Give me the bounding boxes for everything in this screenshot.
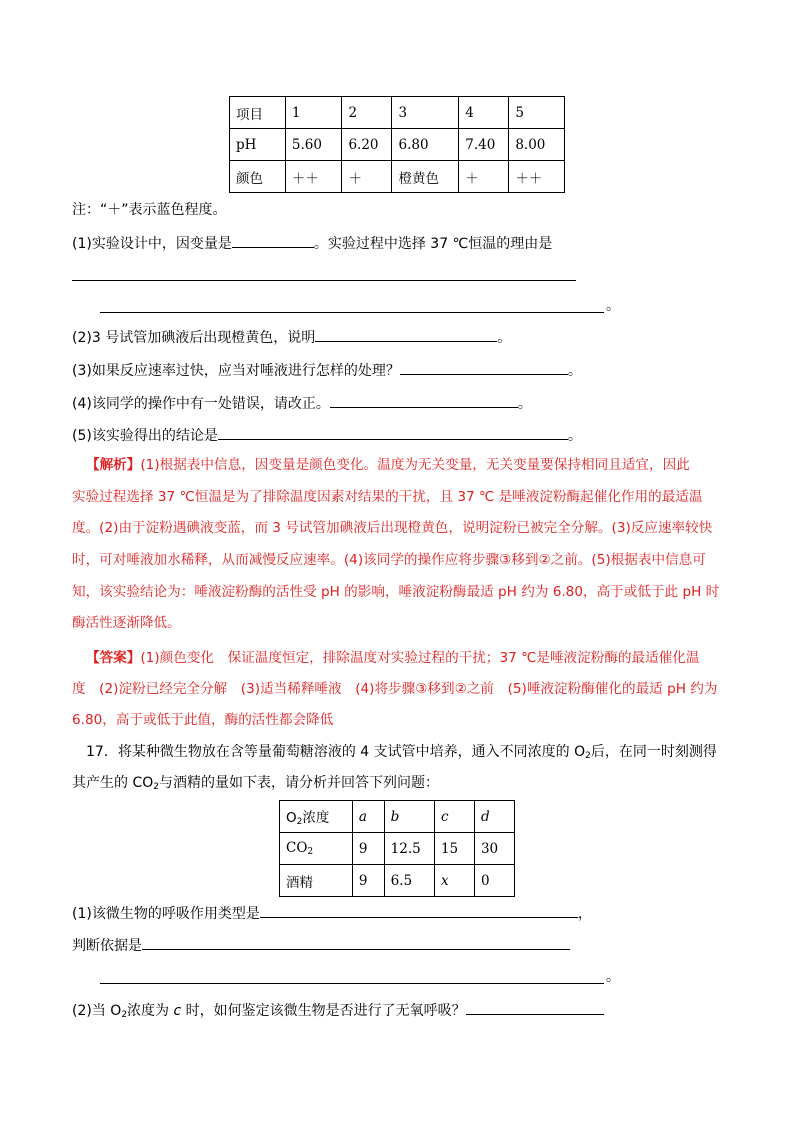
- answer-blank[interactable]: [466, 1000, 604, 1015]
- question-text: (4)该同学的操作中有一处错误，请改正。: [72, 396, 330, 412]
- question-17-1: [72, 903, 592, 924]
- answer-blank[interactable]: [218, 425, 568, 440]
- question-text: 时，如何鉴定该微生物是否进行了无氧呼吸？: [181, 1003, 466, 1019]
- question-text: 浓度为: [127, 1003, 174, 1019]
- question-text: 后，在同一时刻测得: [590, 744, 717, 760]
- period: 。: [567, 428, 582, 444]
- table-cell: 6.20: [342, 129, 392, 161]
- table-note: 注：“＋”表示蓝色程度。: [72, 202, 227, 218]
- analysis-text: (1)根据表中信息，因变量是颜色变化。温度为无关变量，无关变量要保持相同且适宜，因此: [140, 457, 690, 473]
- table-cell: d: [474, 801, 514, 833]
- answer-blank[interactable]: [315, 327, 497, 342]
- table-cell: 2: [342, 97, 392, 129]
- answer-blank[interactable]: [260, 903, 578, 918]
- table-cell: ＋: [342, 161, 392, 193]
- ph-color-table: [229, 96, 565, 193]
- analysis-line: [86, 455, 690, 475]
- answer-blank[interactable]: [232, 233, 314, 248]
- period: 。: [606, 969, 620, 985]
- table-row: [280, 865, 515, 897]
- o2-co2-alcohol-table: [279, 800, 515, 897]
- subscript: 2: [121, 1010, 128, 1020]
- period: 。: [567, 363, 582, 379]
- question-text: 17．将某种微生物放在含等量葡萄糖溶液的 4 支试管中培养，通入不同浓度的 O: [86, 744, 586, 760]
- table-row: [230, 129, 565, 161]
- question-16-1: [72, 233, 552, 254]
- answer-text: (1)颜色变化 保证温度恒定，排除温度对实验过程的干扰；37 ℃是唾液淀粉酶的最适催化温: [140, 650, 700, 666]
- question-text: (3)如果反应速率过快，应当对唾液进行怎样的处理？: [72, 363, 400, 379]
- subscript: 2: [585, 751, 591, 761]
- period: 。: [517, 396, 532, 412]
- answer-tag: 【答案】: [86, 650, 141, 666]
- table-cell: 0: [474, 865, 514, 897]
- answer-blank[interactable]: [142, 935, 570, 950]
- question-17-stem: [86, 742, 717, 766]
- table-row: [280, 801, 515, 833]
- question-text: 。实验过程中选择 37 ℃恒温的理由是: [313, 236, 553, 252]
- answer-line-text: [86, 648, 699, 668]
- question-text: 与酒精的量如下表，请分析并回答下列问题：: [158, 775, 439, 791]
- question-text: (5)该实验得出的结论是: [72, 428, 218, 444]
- table-cell: 5: [509, 97, 565, 129]
- question-text: (2)当 O: [72, 1003, 122, 1019]
- table-cell: 15: [434, 833, 474, 865]
- question-text: 判断依据是: [72, 938, 142, 954]
- table-cell: 6.5: [384, 865, 434, 897]
- table-cell: 6.80: [392, 129, 459, 161]
- table-row: [280, 833, 515, 865]
- table-cell: 酒精: [280, 865, 353, 897]
- table-cell: ＋＋: [285, 161, 342, 193]
- subscript: 2: [153, 782, 159, 792]
- answer-line-text: 6.80，高于或低于此值，酶的活性都会降低: [72, 712, 334, 728]
- comma: ，: [577, 906, 592, 922]
- table-cell: 颜色: [230, 161, 286, 193]
- table-cell: 4: [459, 97, 509, 129]
- cell-text: CO: [286, 840, 308, 856]
- period: 。: [606, 298, 620, 314]
- answer-line[interactable]: [100, 312, 604, 313]
- analysis-line: 实验过程选择 37 ℃恒温是为了排除温度因素对结果的干扰，且 37 ℃ 是唾液淀粉酶起催化作用的最适温: [72, 489, 703, 505]
- table-row: [230, 161, 565, 193]
- question-17-stem: [72, 773, 439, 797]
- table-cell: b: [384, 801, 434, 833]
- question-text: 其产生的 CO: [72, 775, 154, 791]
- answer-blank[interactable]: [330, 393, 518, 408]
- table-cell: ＋＋: [509, 161, 565, 193]
- table-cell: 9: [352, 865, 384, 897]
- table-cell: 橙黄色: [392, 161, 459, 193]
- answer-blank[interactable]: [400, 360, 568, 375]
- question-16-5: [72, 425, 582, 446]
- table-cell: 3: [392, 97, 459, 129]
- answer-line[interactable]: [100, 983, 604, 984]
- subscript: 2: [296, 817, 303, 827]
- table-cell: 8.00: [509, 129, 565, 161]
- question-text: (1)该微生物的呼吸作用类型是: [72, 906, 260, 922]
- table-cell: 30: [474, 833, 514, 865]
- table-cell: 12.5: [384, 833, 434, 865]
- question-text: (2)3 号试管加碘液后出现橙黄色，说明: [72, 330, 316, 346]
- question-17-basis: [72, 935, 570, 956]
- analysis-line: 时，可对唾液加水稀释，从而减慢反应速率。(4)该同学的操作应将步骤③移到②之前。(5)根据表中信息可: [72, 552, 706, 568]
- table-cell: x: [434, 865, 474, 897]
- table-cell: 项目: [230, 97, 286, 129]
- analysis-line: 酶活性逐渐降低。: [72, 615, 181, 631]
- analysis-line: 知，该实验结论为：唾液淀粉酶的活性受 pH 的影响，唾液淀粉酶最适 pH 约为 6.80，高于或低于此 pH 时: [72, 584, 720, 600]
- table-row: [230, 97, 565, 129]
- subscript: 2: [307, 847, 314, 857]
- table-cell: 1: [285, 97, 342, 129]
- cell-text: 浓度: [302, 810, 330, 826]
- period: 。: [497, 330, 512, 346]
- analysis-tag: 【解析】: [86, 457, 141, 473]
- table-cell: 5.60: [285, 129, 342, 161]
- cell-text: O: [286, 810, 297, 826]
- variable: c: [173, 1003, 182, 1019]
- table-cell: a: [352, 801, 384, 833]
- table-cell: ＋: [459, 161, 509, 193]
- answer-line-text: 度 (2)淀粉已经完全分解 (3)适当稀释唾液 (4)将步骤③移到②之前 (5)唾液淀粉酶催化的最适 pH 约为: [72, 681, 718, 697]
- question-text: (1)实验设计中，因变量是: [72, 236, 232, 252]
- question-16-4: [72, 393, 532, 414]
- analysis-line: 度。(2)由于淀粉遇碘液变蓝，而 3 号试管加碘液后出现橙黄色，说明淀粉已被完全分解。(3)反应速率较快: [72, 520, 713, 536]
- question-16-3: [72, 360, 582, 381]
- table-cell: [280, 801, 353, 833]
- question-16-2: [72, 327, 511, 348]
- table-cell: [280, 833, 353, 865]
- question-17-2: [72, 1000, 604, 1025]
- table-cell: 7.40: [459, 129, 509, 161]
- table-cell: c: [434, 801, 474, 833]
- table-cell: 9: [352, 833, 384, 865]
- table-cell: pH: [230, 129, 286, 161]
- answer-line[interactable]: [72, 280, 576, 281]
